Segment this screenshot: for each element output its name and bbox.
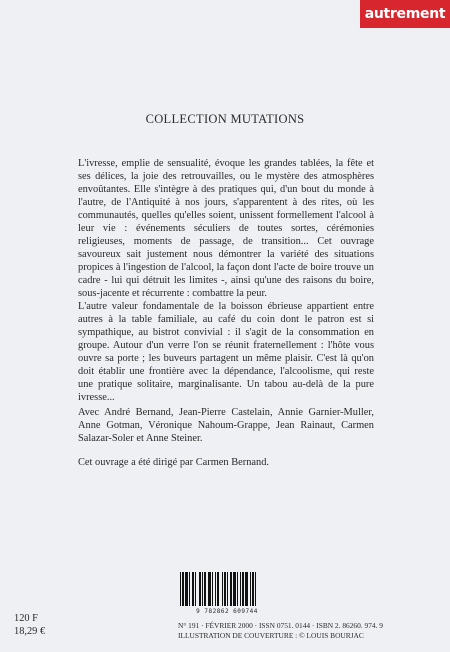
- blurb-paragraph-1: [78, 157, 374, 300]
- barcode-bar: [212, 572, 213, 606]
- cover-credit: ILLUSTRATION DE COUVERTURE : © LOUIS BOURJAC: [178, 631, 364, 640]
- barcode-bar: [185, 572, 188, 606]
- barcode-bar: [245, 572, 248, 606]
- barcode-bar: [237, 572, 238, 606]
- price-euros: 18,29 €: [14, 626, 46, 637]
- barcode-bar: [255, 572, 256, 606]
- publication-info: N° 191 · FÉVRIER 2000 · ISSN 0751. 0144 · ISBN 2. 86260. 974. 9: [178, 621, 383, 630]
- price-francs: 120 F: [14, 613, 38, 624]
- barcode-bar: [217, 572, 219, 606]
- contributors: [78, 406, 374, 445]
- barcode-bar: [180, 572, 181, 606]
- paragraph-text: L'ivresse, emplie de sensualité, évoque les grandes tablées, la fête et ses délices, la joie des retrouvailles, ou le mystère des atmosphères envoûtantes. Elle s'intègre à des pratiques qui, d'un bout du monde à l'autre, de l'Antiquité à nos jours, s'apparentent à des rites, où les communautés, quelles qu'elles soient, unissent formellement l'alcool à leur vie : événements séculiers de toutes sortes, cérémonies religieuses, moments de passage, de transition... Cet ouvrage savoureux sait justement nous démontrer la variété des situations propices à l'ingestion de l'alcool, la façon dont l'acte de boire trouve un cadre - lui qui détruit les limites -, ainsi qu'une des raisons du boire, sous-jacente et récurrente : combattre la peur.: [78, 158, 374, 299]
- barcode-bar: [242, 572, 244, 606]
- paragraph-text: Cet ouvrage a été dirigé par Carmen Bernand.: [78, 457, 269, 468]
- barcode-bar: [222, 572, 223, 606]
- barcode-bar: [230, 572, 232, 606]
- barcode-bar: [252, 572, 254, 606]
- barcode-bar: [240, 572, 241, 606]
- barcode-bar: [189, 572, 190, 606]
- blurb-paragraph-2: [78, 300, 374, 404]
- editor-credit: [78, 456, 374, 469]
- barcode-bar: [192, 572, 194, 606]
- publisher-logo: autrement: [360, 0, 450, 28]
- series-title: COLLECTION MUTATIONS: [145, 112, 305, 126]
- barcode-number: 9 782862 609744: [196, 608, 258, 615]
- barcode-bar: [233, 572, 236, 606]
- barcode-bar: [224, 572, 226, 606]
- paragraph-text: L'autre valeur fondamentale de la boisson ébrieuse appartient entre autres à la table familiale, au café du coin dont le patron est si sympathique, au bistrot convivial : il s'agit de la consommation en groupe. Autour d'un verre l'on se réunit fraternellement : l'hôte vous ouvre sa porte ; les buveurs partagent un même plaisir. C'est là qu'on doit établir une frontière avec la dépendance, l'alcoolisme, qui reste une pratique solitaire, marginalisante. Un tabou au-delà de la pure ivresse...: [78, 301, 374, 403]
- barcode-bar: [215, 572, 216, 606]
- barcode-bar: [204, 572, 206, 606]
- price: [14, 612, 45, 638]
- publication-meta: [178, 621, 383, 641]
- barcode-bar: [195, 572, 196, 606]
- barcode-bar: [227, 572, 228, 606]
- barcode-bar: [250, 572, 251, 606]
- barcode-bar: [202, 572, 203, 606]
- barcode-bar: [182, 572, 184, 606]
- barcode-bar: [199, 572, 201, 606]
- paragraph-text: Avec André Bernand, Jean-Pierre Castelain, Annie Garnier-Muller, Anne Gotman, Véronique Nahoum-Grappe, Jean Rainaut, Carmen Salazar-Soler et Anne Steiner.: [78, 407, 374, 444]
- barcode-bar: [208, 572, 211, 606]
